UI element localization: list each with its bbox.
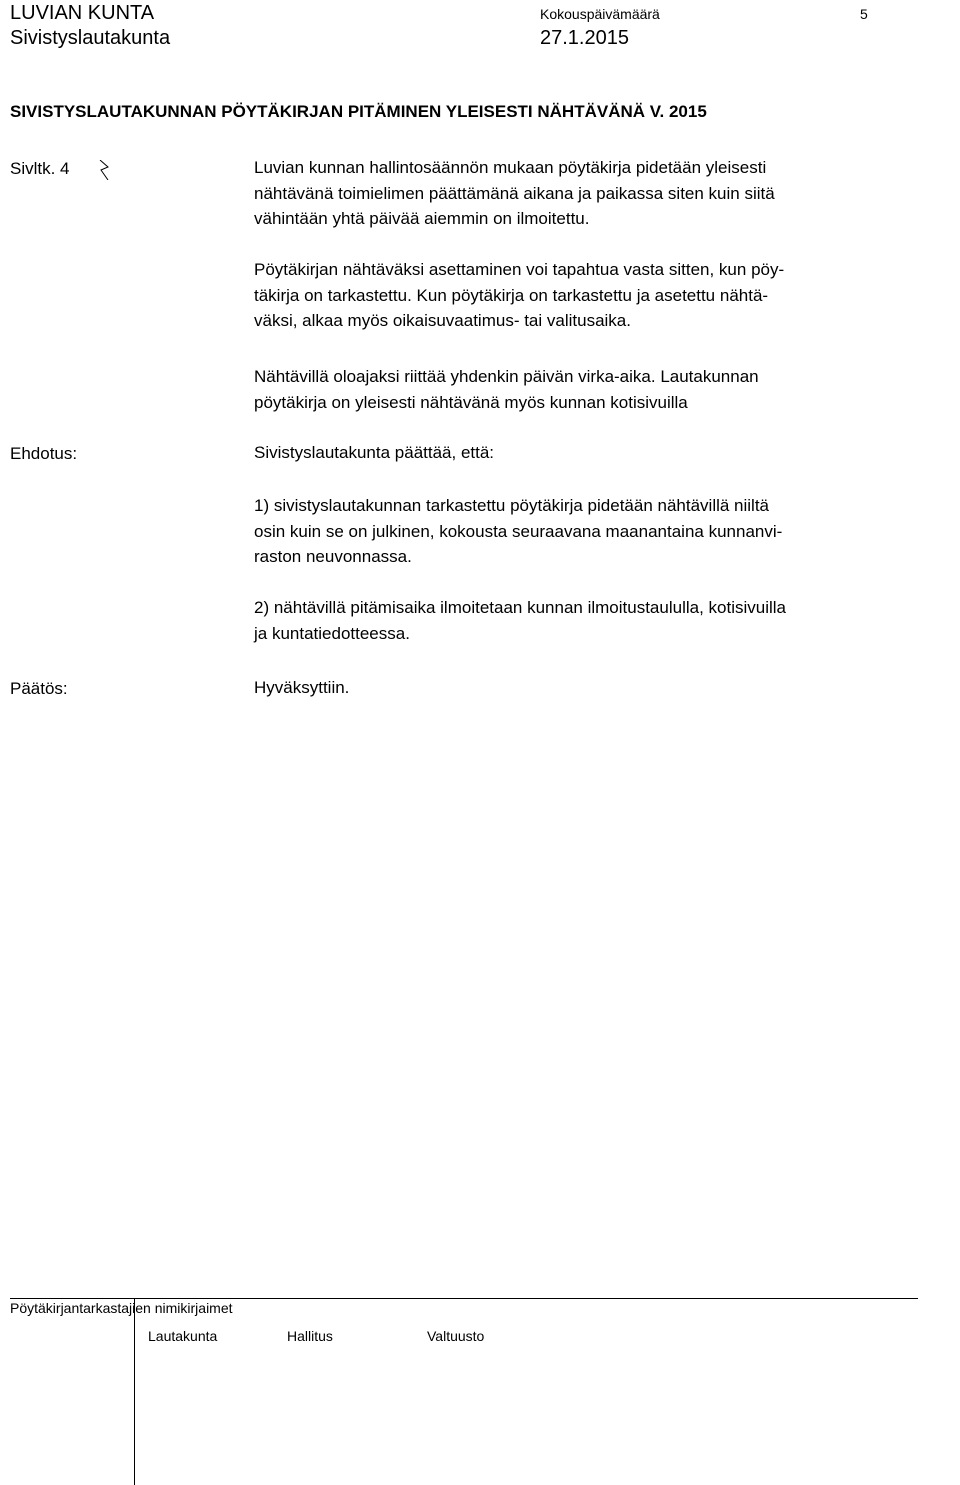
section-title: SIVISTYSLAUTAKUNNAN PÖYTÄKIRJAN PITÄMINEN YLEISESTI NÄHTÄVÄNÄ V. 2015 [10, 102, 707, 121]
footer-column-valtuusto: Valtuusto [427, 1328, 485, 1344]
text-line: raston neuvonnassa. [254, 547, 412, 566]
text-line: Luvian kunnan hallintosäännön mukaan pöytäkirja pidetään yleisesti [254, 158, 767, 177]
text-line: osin kuin se on julkinen, kokousta seuraavana maanantaina kunnanvi- [254, 521, 783, 541]
proposal-item-1 [254, 493, 960, 570]
decision-label: Päätös: [10, 679, 68, 698]
text-line: 1) sivistyslautakunnan tarkastettu pöytäkirja pidetään nähtävillä niiltä [254, 496, 770, 515]
text-line: Nähtävillä oloajaksi riittää yhdenkin päivän virka-aika. Lautakunnan [254, 367, 759, 386]
decision-text [254, 675, 960, 701]
board-name: Sivistyslautakunta [10, 27, 171, 49]
footer-column-hallitus: Hallitus [287, 1328, 333, 1344]
text-line: Hyväksyttiin. [254, 678, 350, 697]
proposal-label: Ehdotus: [10, 444, 78, 463]
proposal-item-2 [254, 595, 960, 646]
paragraph-review [254, 257, 960, 334]
text-line: Pöytäkirjan nähtäväksi asettaminen voi tapahtua vasta sitten, kun pöy- [254, 260, 785, 279]
text-line: väksi, alkaa myös oikaisuvaatimus- tai valitusaika. [254, 311, 631, 330]
organization-name: LUVIAN KUNTA [10, 2, 155, 24]
footer-caption: Pöytäkirjantarkastajien nimikirjaimet [10, 1300, 233, 1316]
meeting-date-label: Kokouspäivämäärä [540, 6, 660, 22]
proposal-intro [254, 440, 960, 466]
text-line: nähtävänä toimielimen päättämänä aikana ja paikassa siten kuin siitä [254, 183, 775, 203]
paragraph-procedure [254, 155, 960, 232]
text-line: 2) nähtävillä pitämisaika ilmoitetaan kunnan ilmoitustaululla, kotisivuilla [254, 598, 786, 617]
text-line: Sivistyslautakunta päättää, että: [254, 443, 495, 462]
section-reference: Sivltk. 4 [10, 159, 70, 178]
footer-divider-vertical [134, 1298, 135, 1485]
footer-divider-horizontal [10, 1298, 918, 1299]
bookmark-icon [99, 160, 109, 180]
text-line: vähintään yhtä päivää aiemmin on ilmoitettu. [254, 209, 590, 228]
footer-column-lautakunta: Lautakunta [148, 1328, 218, 1344]
paragraph-availability [254, 364, 960, 415]
text-line: täkirja on tarkastettu. Kun pöytäkirja on tarkastettu ja asetettu nähtä- [254, 285, 769, 305]
meeting-date: 27.1.2015 [540, 27, 629, 49]
page-number: 5 [860, 6, 868, 22]
text-line: pöytäkirja on yleisesti nähtävänä myös kunnan kotisivuilla [254, 392, 688, 412]
text-line: ja kuntatiedotteessa. [254, 623, 410, 643]
